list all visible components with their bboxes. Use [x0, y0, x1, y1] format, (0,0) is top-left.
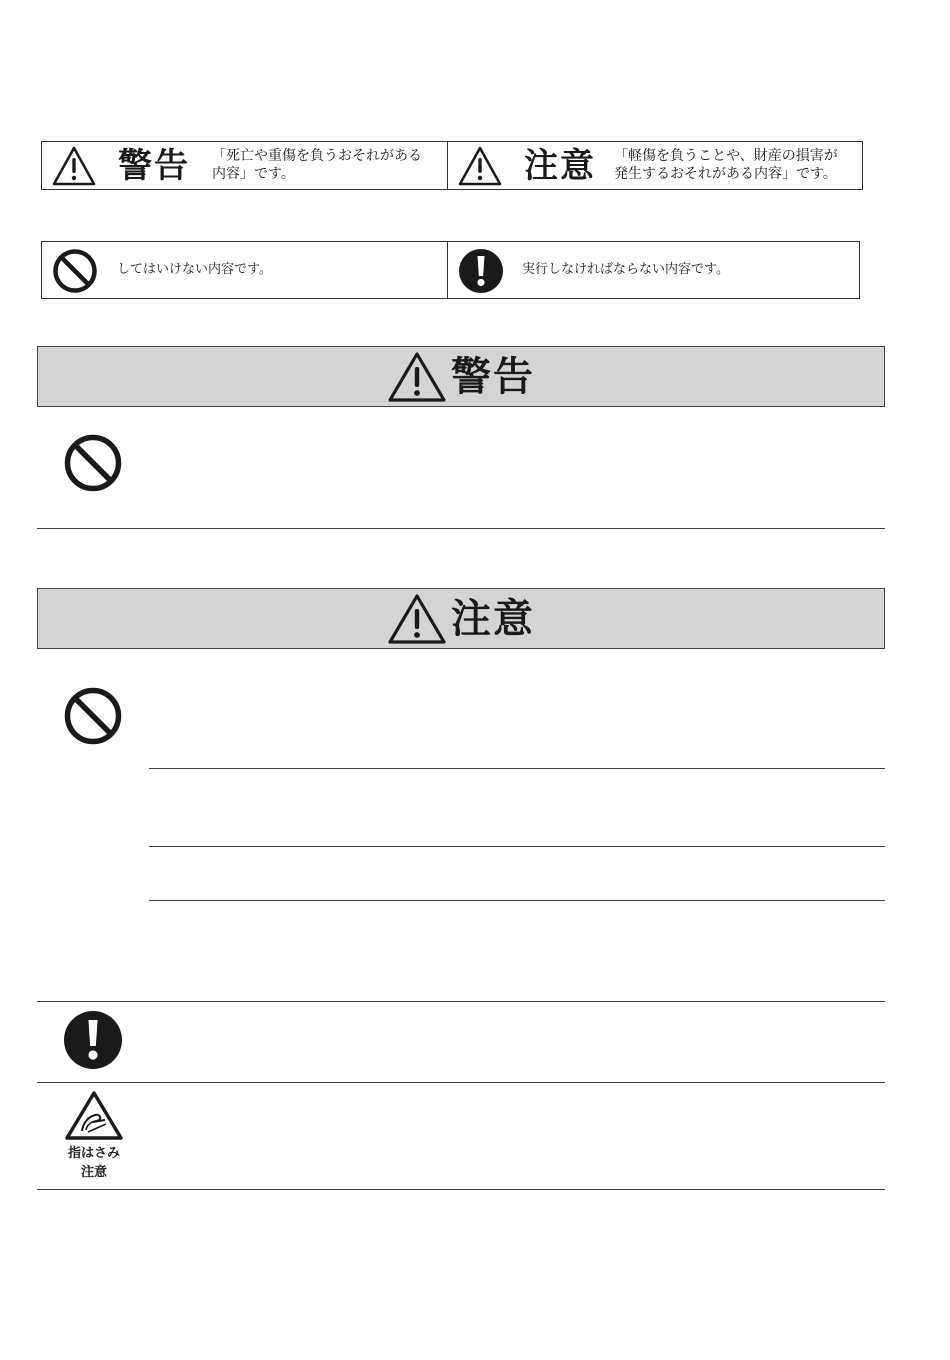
- warning-triangle-icon: [458, 146, 502, 186]
- caution-section-title: 注意: [451, 595, 535, 642]
- finger-pinch-label: [55, 1144, 133, 1182]
- warning-word: 警告: [118, 146, 190, 186]
- caution-word: 注意: [524, 146, 596, 186]
- mandatory-exclamation-icon: [63, 1010, 123, 1070]
- finger-pinch-label-line2: 注意: [80, 1165, 107, 1180]
- signal-word-legend: [41, 141, 863, 190]
- mandatory-legend-cell: [448, 242, 859, 298]
- item-divider: [149, 768, 885, 769]
- mandatory-description: 実行しなければならない内容です。: [522, 262, 729, 277]
- prohibited-description: してはいけない内容です。: [117, 262, 272, 277]
- row-divider: [37, 1001, 885, 1002]
- prohibited-legend-cell: [42, 242, 447, 298]
- warning-triangle-icon: [52, 146, 96, 186]
- warning-section-title: 警告: [451, 353, 535, 400]
- prohibition-icon: [63, 686, 123, 746]
- finger-pinch-label-line1: 指はさみ: [67, 1146, 120, 1161]
- finger-pinch-warning-icon: [64, 1090, 124, 1142]
- prohibition-icon: [52, 248, 98, 294]
- caution-section-header: [37, 588, 885, 649]
- symbol-legend: [41, 241, 860, 299]
- caution-legend-cell: [448, 142, 863, 189]
- warning-triangle-icon: [387, 593, 447, 645]
- caution-description: 「軽傷を負うことや、財産の損害が 発生するおそれがある内容」です。: [614, 148, 838, 182]
- warning-triangle-icon: [387, 351, 447, 403]
- row-divider: [37, 1082, 885, 1083]
- item-divider: [149, 900, 885, 901]
- warning-description: 「死亡や重傷を負うおそれがある 内容」です。: [212, 148, 422, 182]
- section-divider: [37, 528, 885, 529]
- prohibition-icon: [63, 433, 123, 493]
- warning-legend-cell: [42, 142, 447, 189]
- mandatory-exclamation-icon: [458, 248, 504, 294]
- warning-section-header: [37, 346, 885, 407]
- item-divider: [149, 846, 885, 847]
- section-bottom-line: [37, 1189, 885, 1190]
